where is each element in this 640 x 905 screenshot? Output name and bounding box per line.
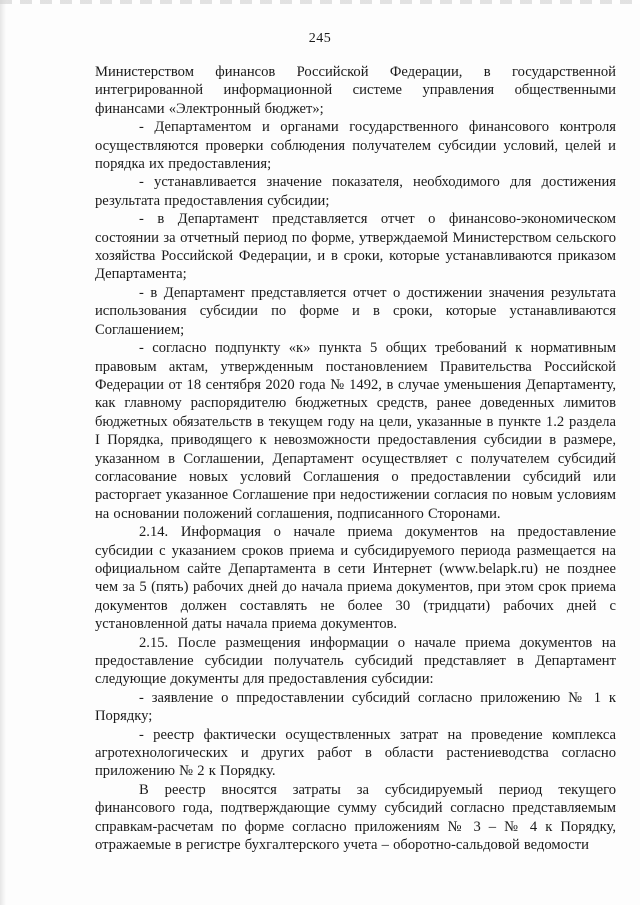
paragraph-cost-register: - реестр фактически осуществленных затрат на проведение комплекса агротехнологических и других работ в области растениеводства согласно приложению № 2 к Порядку. <box>95 726 616 780</box>
paragraph-result-report: - в Департамент представляется отчет о достижении значения результата использования субсидии по форме и в сроки, которые устанавливаются Соглашением; <box>95 284 616 338</box>
paragraph-application: - заявление о ппредоставлении субсидий согласно приложению № 1 к Порядку; <box>95 689 616 725</box>
page-number: 245 <box>308 31 332 46</box>
paragraph-2-15: 2.15. После размещения информации о начале приема документов на предоставление субсидии получатель субсидий представляет в Департамент следующие документы для предоставления субсидии: <box>95 634 616 688</box>
scan-top-edge <box>0 0 640 4</box>
paragraph-control-checks: - Департаментом и органами государственного финансового контроля осуществляются проверки соблюдения получателем субсидии условий, целей и порядка их предоставления; <box>95 119 616 173</box>
paragraph-limits-reduction: - согласно подпункту «к» пункта 5 общих требований к нормативным правовым актам, утвержденным постановлением Правительства Российской Федерации от 18 сентября 2020 года № 1492, в случае уменьшения Департаменту, как главному распорядителю бюджетных средств, ранее доведенных лимитов бюджетных обязательств в текущем году на цели, указанные в пункте 1.2 раздела I Порядка, приводящего к невозможности предоставления субсидии в размере, указанном в Соглашении, Департамент осуществляет с получателем субсидий согласование новых условий Соглашения о предоставлении субсидий или расторгает указанное Соглашение при недостижении согласия по новым условиям на основании положений соглашения, подписанного Сторонами. <box>95 340 616 522</box>
paragraph-continuation: Министерством финансов Российской Федерации, в государственной интегрированной информационной системе управления общественными финансами «Электронный бюджет»; <box>95 64 616 117</box>
scan-edge-shadow <box>0 0 6 905</box>
paragraph-2-14: 2.14. Информация о начале приема документов на предоставление субсидии с указанием сроков приема и субсидируемого периода размещается на официальном сайте Департамента в сети Интернет (www.belapk.ru) не позднее чем за 5 (пять) рабочих дней до начала приема документов, при этом срок приема документов должен составлять не более 30 (тридцати) рабочих дней с установленной даты начала приема документов. <box>95 524 616 633</box>
document-body <box>95 63 616 854</box>
paragraph-indicator-value: - устанавливается значение показателя, необходимого для достижения результата предоставления субсидии; <box>95 174 616 209</box>
paragraph-register-costs: В реестр вносятся затраты за субсидируемый период текущего финансового года, подтверждающие сумму субсидий согласно представляемым справкам-расчетам по форме согласно приложениям № 3 – № 4 к Порядку, отражаемые в регистре бухгалтерского учета – оборотно-сальдовой ведомости <box>95 781 616 854</box>
paragraph-financial-report: - в Департамент представляется отчет о финансово-экономическом состоянии за отчетный период по форме, утверждаемой Министерством сельского хозяйства Российской Федерации, и в сроки, которые устанавливаются приказом Департамента; <box>95 211 616 283</box>
